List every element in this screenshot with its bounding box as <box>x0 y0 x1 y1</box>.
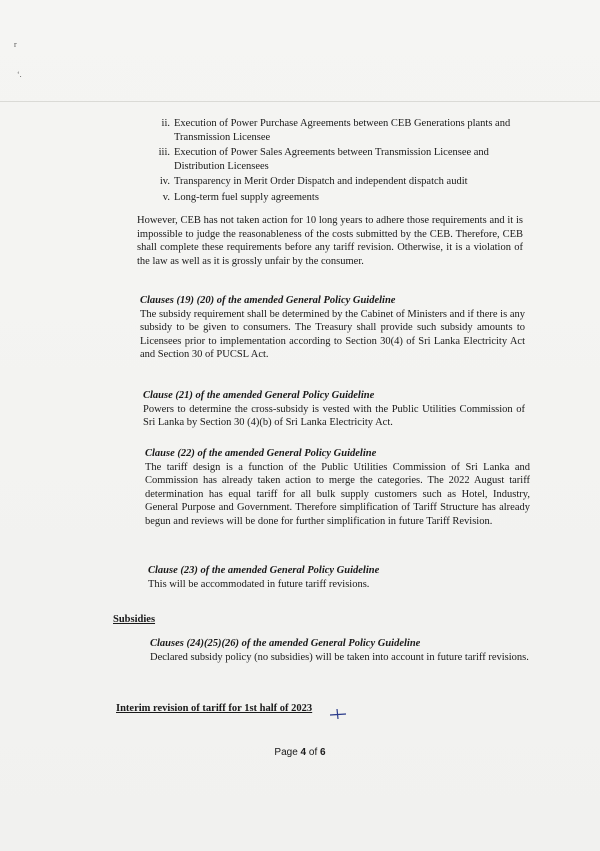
clause-body: Declared subsidy policy (no subsidies) will be taken into account in future tariff revisions. <box>150 651 529 663</box>
pen-mark-icon <box>328 707 350 721</box>
list-text: Execution of Power Purchase Agreements between CEB Generations plants and Transmission Licensee <box>174 118 511 143</box>
subsidies-title: Subsidies <box>113 614 156 625</box>
corner-mark-2: ‘. <box>17 70 22 79</box>
interim-title: Interim revision of tariff for 1st half of 2023 <box>116 703 313 714</box>
page-footer <box>0 747 600 758</box>
clause-22-block <box>145 447 530 529</box>
list-text: Execution of Power Sales Agreements between Transmission Licensee and Distribution Licensees <box>174 147 489 172</box>
clause-heading: Clauses (19) (20) of the amended General Policy Guideline <box>140 295 396 306</box>
clause-body: The subsidy requirement shall be determined by the Cabinet of Ministers and if there is any subsidy to be given to consumers. The Treasury shall provide such subsidy amounts to Licensees prior to implementation according to Section 30(4) of Sri Lanka Electricity Act and Section 30 of PUCSL Act. <box>140 308 525 361</box>
footer-prefix: Page <box>274 747 298 758</box>
clause-body: The tariff design is a function of the Public Utilities Commission of Sri Lanka and Commission has already taken action to merge the categories. The 2022 August tariff determination has equal tariff for all bulk supply customers such as Hotel, Industry, General Purpose and Government. Therefore simplification of Tariff Structure has already begun and reviews will be done for further simplification in future Tariff Revision. <box>145 461 530 527</box>
clause-24-26-block <box>150 637 538 664</box>
scan-divider <box>0 101 600 102</box>
clause-heading: Clause (23) of the amended General Policy Guideline <box>148 565 380 576</box>
list-numeral: v. <box>162 191 170 203</box>
clause-heading: Clauses (24)(25)(26) of the amended General Policy Guideline <box>150 638 421 649</box>
clause-19-20-block <box>140 294 525 362</box>
list-numeral: iii. <box>158 147 170 158</box>
list-text: Transparency in Merit Order Dispatch and independent dispatch audit <box>174 176 468 187</box>
list-item <box>150 146 530 173</box>
list-text: Long-term fuel supply agreements <box>174 191 319 203</box>
list-item <box>150 191 530 205</box>
clause-23-block <box>148 564 528 591</box>
list-item <box>150 117 530 144</box>
list-numeral: ii. <box>161 118 170 129</box>
list-item <box>150 175 530 189</box>
clause-heading: Clause (22) of the amended General Policy Guideline <box>145 448 377 459</box>
clause-heading: Clause (21) of the amended General Policy Guideline <box>143 390 375 401</box>
footer-current-page: 4 <box>300 747 307 758</box>
footer-of: of <box>308 747 318 758</box>
clause-body: Powers to determine the cross-subsidy is vested with the Public Utilities Commission of Sri Lanka by Section 30 (4)(b) of Sri Lanka Electricity Act. <box>143 403 525 429</box>
clause-21-block <box>143 389 525 430</box>
requirements-list <box>150 117 530 206</box>
list-numeral: iv. <box>159 176 170 187</box>
footer-total-pages: 6 <box>320 747 326 758</box>
corner-mark: r <box>14 40 17 49</box>
clause-body: This will be accommodated in future tariff revisions. <box>148 578 370 590</box>
ceb-paragraph: However, CEB has not taken action for 10 long years to adhere those requirements and it is impossible to judge the reasonableness of the costs submitted by the CEB. Therefore, CEB shall complete these requirements before any tariff revision. Otherwise, it is a violation of the law as well as it is grossly unfair by the consumer. <box>137 215 523 267</box>
